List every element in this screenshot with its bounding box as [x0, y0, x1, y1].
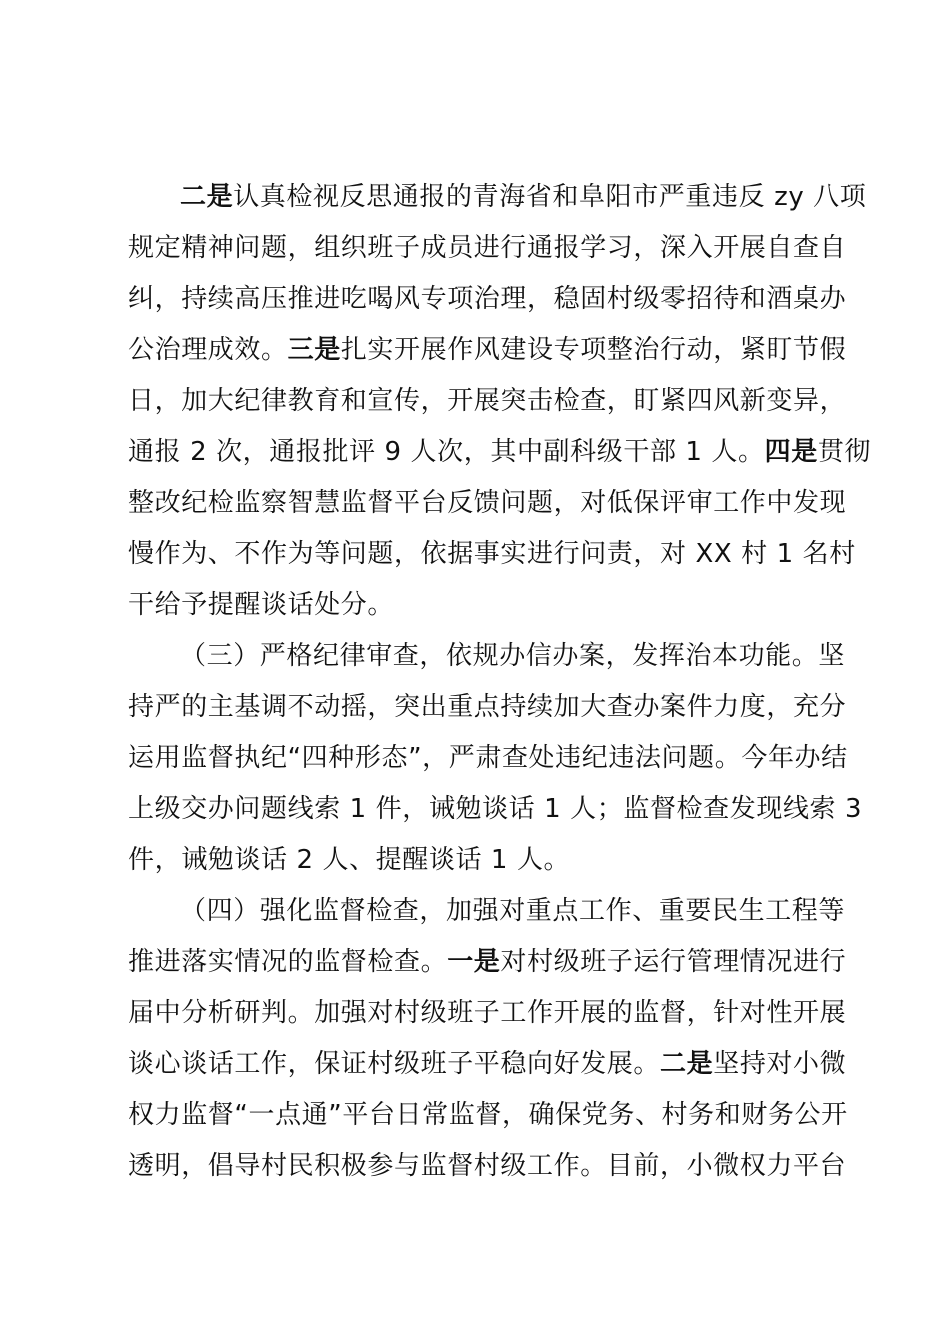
bold-lead: 一是: [447, 947, 501, 977]
text-line: 慢作为、不作为等问题，依据事实进行问责，对 XX 村 1 名村: [128, 539, 856, 569]
text-line: （三）严格纪律审查，依规办信办案，发挥治本功能。坚: [180, 641, 846, 671]
text-line: [128, 325, 848, 376]
text-line: 上级交办问题线索 1 件，诫勉谈话 1 人；监督检查发现线索 3: [128, 794, 863, 824]
text-line: 日，加大纪律教育和宣传，开展突击检查，盯紧四风新变异，: [128, 386, 847, 416]
text-line: 纠，持续高压推进吃喝风专项治理，稳固村级零招待和酒桌办: [128, 284, 847, 314]
text-line: [128, 427, 872, 478]
text-line: 届中分析研判。加强对村级班子工作开展的监督，针对性开展: [128, 998, 847, 1028]
text-line: 持严的主基调不动摇，突出重点持续加大查办案件力度，充分: [128, 692, 847, 722]
text-line: 规定精神问题，组织班子成员进行通报学习，深入开展自查自: [128, 233, 847, 263]
text-line: 干给予提醒谈话处分。: [128, 590, 395, 620]
text-line: [128, 172, 867, 223]
text-run: 通报 2 次，通报批评 9 人次，其中副科级干部 1 人。: [128, 437, 765, 467]
bold-lead: 三是: [287, 335, 341, 365]
text-line: 透明，倡导村民积极参与监督村级工作。目前，小微权力平台: [128, 1151, 847, 1181]
text-run: 认真检视反思通报的青海省和阜阳市严重违反 zy 八项: [233, 182, 867, 212]
bold-lead: 二是: [180, 182, 234, 212]
text-line: 件，诫勉谈话 2 人、提醒谈话 1 人。: [128, 845, 571, 875]
text-line: 整改纪检监察智慧监督平台反馈问题，对低保评审工作中发现: [128, 488, 847, 518]
text-run: 扎实开展作风建设专项整治行动，紧盯节假: [340, 335, 847, 365]
text-run: 对村级班子运行管理情况进行: [500, 947, 847, 977]
paragraph-2: [128, 631, 863, 886]
paragraph-1: [128, 172, 872, 631]
text-run: 公治理成效。: [128, 335, 288, 365]
text-line: [128, 1039, 848, 1090]
bold-lead: 二是: [660, 1049, 714, 1079]
text-run: 谈心谈话工作，保证村级班子平稳向好发展。: [128, 1049, 661, 1079]
text-line: 运用监督执纪“四种形态”，严肃查处违纪违法问题。今年办结: [128, 743, 848, 773]
text-run: 推进落实情况的监督检查。: [128, 947, 448, 977]
text-line: （四）强化监督检查，加强对重点工作、重要民生工程等: [180, 896, 846, 926]
text-line: 权力监督“一点通”平台日常监督，确保党务、村务和财务公开: [128, 1100, 848, 1130]
text-run: 坚持对小微: [713, 1049, 847, 1079]
paragraph-3: [128, 886, 848, 1192]
text-line: [128, 937, 848, 988]
bold-lead: 四是: [764, 437, 818, 467]
text-run: 贯彻: [817, 437, 872, 467]
body-text: [128, 172, 872, 1192]
